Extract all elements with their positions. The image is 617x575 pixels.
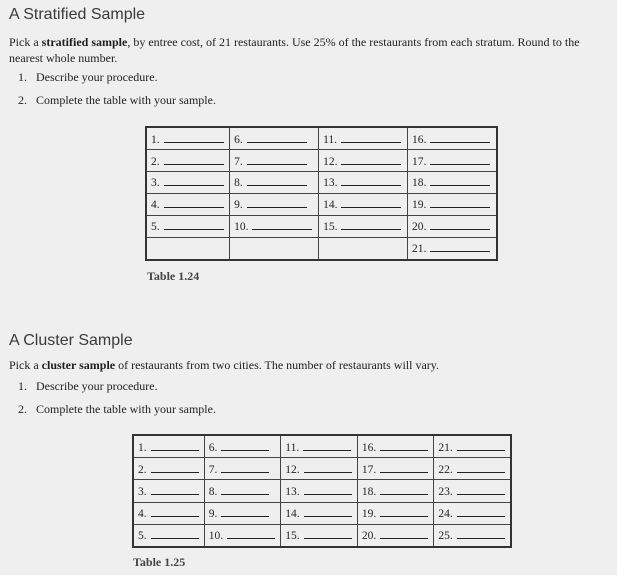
table-cell[interactable] (281, 524, 358, 547)
table-cell[interactable] (133, 458, 204, 480)
item-number: 18. (412, 177, 427, 190)
table-cell[interactable] (408, 215, 497, 237)
intro-text: , by entree cost, of 21 restaurants. Use 25% of the restaurants from each stratum. Round to the nearest whole number. (9, 35, 580, 65)
table-cell[interactable] (408, 237, 497, 260)
table-cell[interactable] (204, 502, 281, 524)
answer-blank[interactable] (457, 440, 505, 451)
intro-text: of restaurants from two cities. The number of restaurants will vary. (115, 358, 440, 372)
stratified-step-2 (18, 93, 216, 108)
cluster-sample-heading: A Cluster Sample (9, 332, 133, 349)
table-cell[interactable] (230, 172, 319, 194)
table-row (146, 193, 497, 215)
answer-blank[interactable] (164, 175, 224, 186)
item-number: 19. (361, 508, 377, 521)
step-number: 2. (18, 93, 27, 107)
item-number: 2. (151, 155, 160, 168)
item-number: 14. (323, 199, 338, 212)
answer-blank[interactable] (380, 440, 428, 451)
table-cell[interactable] (230, 193, 319, 215)
table-cell[interactable] (133, 502, 204, 524)
table-cell[interactable] (281, 458, 358, 480)
intro-bold-term: cluster sample (41, 358, 116, 372)
table-row (146, 127, 497, 150)
table-cell[interactable] (434, 502, 511, 524)
answer-blank[interactable] (430, 175, 490, 186)
table-cell[interactable] (319, 127, 408, 150)
answer-blank[interactable] (247, 175, 307, 186)
table-row (146, 150, 497, 172)
answer-blank[interactable] (247, 197, 307, 208)
table-cell[interactable] (281, 435, 358, 458)
table-cell[interactable] (408, 150, 497, 172)
item-number: 18. (361, 485, 377, 498)
item-number: 5. (151, 221, 160, 234)
table-cell[interactable] (146, 150, 230, 172)
table-cell[interactable] (434, 458, 511, 480)
table-cell[interactable] (357, 524, 434, 547)
table-cell[interactable] (357, 502, 434, 524)
item-number: 17. (361, 463, 377, 476)
answer-blank[interactable] (341, 132, 401, 143)
item-number: 16. (361, 441, 377, 454)
answer-blank[interactable] (164, 154, 224, 165)
answer-blank[interactable] (164, 197, 224, 208)
answer-blank[interactable] (303, 440, 351, 451)
table-cell[interactable] (357, 458, 434, 480)
item-number: 25. (438, 530, 453, 543)
answer-blank[interactable] (304, 528, 352, 539)
answer-blank[interactable] (304, 506, 352, 517)
item-number: 24. (438, 508, 453, 521)
table-row (133, 480, 511, 502)
answer-blank[interactable] (164, 219, 224, 230)
table-cell[interactable] (133, 480, 204, 502)
table-cell[interactable] (133, 524, 204, 547)
item-number: 7. (234, 155, 243, 168)
table-caption: Table 1.24 (147, 269, 200, 283)
answer-blank[interactable] (304, 484, 352, 495)
step-number: 1. (18, 379, 27, 393)
table-cell[interactable] (230, 150, 319, 172)
answer-blank[interactable] (151, 484, 199, 495)
item-number: 3. (138, 485, 147, 498)
item-number: 12. (323, 155, 338, 168)
answer-blank[interactable] (221, 506, 269, 517)
answer-blank[interactable] (341, 154, 401, 165)
answer-blank[interactable] (151, 440, 199, 451)
item-number: 9. (234, 199, 243, 212)
stratified-sample-heading: A Stratified Sample (9, 6, 146, 23)
intro-text: Pick a (9, 358, 42, 372)
answer-blank[interactable] (227, 528, 275, 539)
item-number: 8. (208, 485, 218, 498)
table-cell[interactable] (146, 172, 230, 194)
item-number: 4. (138, 508, 147, 521)
step-text: Describe your procedure. (36, 70, 158, 84)
item-number: 1. (151, 133, 160, 146)
intro-bold-term: stratified sample (41, 35, 128, 49)
table-row (133, 435, 511, 458)
table-cell[interactable] (319, 215, 408, 237)
table-cell[interactable] (146, 127, 230, 150)
table-row (133, 502, 511, 524)
answer-blank[interactable] (457, 462, 505, 473)
item-number: 21. (438, 441, 453, 454)
cluster-step-1 (18, 379, 158, 394)
item-number: 22. (438, 463, 453, 476)
answer-blank[interactable] (247, 132, 307, 143)
answer-blank[interactable] (457, 484, 505, 495)
item-number: 5. (138, 530, 147, 543)
answer-blank[interactable] (341, 197, 401, 208)
stratified-step-1 (18, 70, 158, 85)
item-number: 13. (285, 485, 300, 498)
table-cell[interactable] (204, 480, 281, 502)
intro-text: Pick a (9, 35, 42, 49)
item-number: 20. (361, 530, 377, 543)
table-cell[interactable] (146, 193, 230, 215)
answer-blank[interactable] (151, 528, 199, 539)
answer-blank[interactable] (221, 440, 269, 451)
stratified-intro (9, 34, 614, 66)
table-cell[interactable] (408, 127, 497, 150)
answer-blank[interactable] (151, 462, 199, 473)
stratified-sample-table (145, 126, 498, 261)
table-cell[interactable] (204, 524, 281, 547)
table-cell[interactable] (281, 502, 358, 524)
item-number: 17. (412, 155, 427, 168)
answer-blank[interactable] (341, 219, 401, 230)
table-cell (319, 237, 408, 260)
table-cell[interactable] (357, 435, 434, 458)
answer-blank[interactable] (304, 462, 352, 473)
table-cell[interactable] (408, 193, 497, 215)
step-text: Complete the table with your sample. (36, 402, 216, 416)
table-cell[interactable] (434, 524, 511, 547)
item-number: 11. (323, 133, 338, 146)
answer-blank[interactable] (380, 506, 428, 517)
item-number: 16. (412, 133, 427, 146)
item-number: 6. (234, 133, 243, 146)
item-number: 11. (285, 441, 300, 454)
item-number: 23. (438, 485, 453, 498)
table-cell[interactable] (319, 172, 408, 194)
answer-blank[interactable] (380, 484, 428, 495)
table-row (146, 172, 497, 194)
answer-blank[interactable] (430, 197, 490, 208)
item-number: 12. (285, 463, 300, 476)
table-cell[interactable] (357, 480, 434, 502)
answer-blank[interactable] (151, 506, 199, 517)
item-number: 7. (208, 463, 218, 476)
table-cell[interactable] (281, 480, 358, 502)
table-cell[interactable] (133, 435, 204, 458)
item-number: 14. (285, 508, 300, 521)
table-caption: Table 1.25 (133, 555, 186, 569)
table-cell[interactable] (230, 127, 319, 150)
item-number: 13. (323, 177, 338, 190)
table-row (133, 524, 511, 547)
answer-blank[interactable] (164, 132, 224, 143)
step-text: Describe your procedure. (36, 379, 158, 393)
item-number: 8. (234, 177, 243, 190)
answer-blank[interactable] (457, 528, 505, 539)
cluster-step-2 (18, 402, 216, 417)
answer-blank[interactable] (341, 175, 401, 186)
answer-blank[interactable] (430, 219, 490, 230)
item-number: 1. (138, 441, 147, 454)
table-row (146, 215, 497, 237)
item-number: 2. (138, 463, 147, 476)
item-number: 15. (285, 530, 300, 543)
answer-blank[interactable] (252, 219, 312, 230)
cluster-intro (9, 357, 614, 373)
step-number: 1. (18, 70, 27, 84)
table-row (133, 458, 511, 480)
item-number: 21. (412, 243, 427, 256)
table-cell[interactable] (146, 215, 230, 237)
item-number: 4. (151, 199, 160, 212)
item-number: 3. (151, 177, 160, 190)
step-number: 2. (18, 402, 27, 416)
answer-blank[interactable] (247, 154, 307, 165)
answer-blank[interactable] (221, 484, 269, 495)
table-cell (230, 237, 319, 260)
table-cell[interactable] (319, 150, 408, 172)
table-cell (146, 237, 230, 260)
answer-blank[interactable] (380, 462, 428, 473)
step-text: Complete the table with your sample. (36, 93, 216, 107)
item-number: 15. (323, 221, 338, 234)
table-cell[interactable] (230, 215, 319, 237)
table-cell[interactable] (204, 435, 281, 458)
table-row (146, 237, 497, 260)
item-number: 9. (208, 508, 218, 521)
table-cell[interactable] (434, 435, 511, 458)
answer-blank[interactable] (221, 462, 269, 473)
item-number: 20. (412, 221, 427, 234)
answer-blank[interactable] (430, 132, 490, 143)
item-number: 10. (208, 530, 224, 543)
answer-blank[interactable] (380, 528, 428, 539)
answer-blank[interactable] (457, 506, 505, 517)
item-number: 10. (234, 221, 249, 234)
table-cell[interactable] (408, 172, 497, 194)
table-cell[interactable] (319, 193, 408, 215)
table-cell[interactable] (204, 458, 281, 480)
item-number: 19. (412, 199, 427, 212)
table-cell[interactable] (434, 480, 511, 502)
item-number: 6. (208, 441, 218, 454)
answer-blank[interactable] (430, 241, 490, 252)
answer-blank[interactable] (430, 154, 490, 165)
cluster-sample-table (132, 434, 512, 548)
